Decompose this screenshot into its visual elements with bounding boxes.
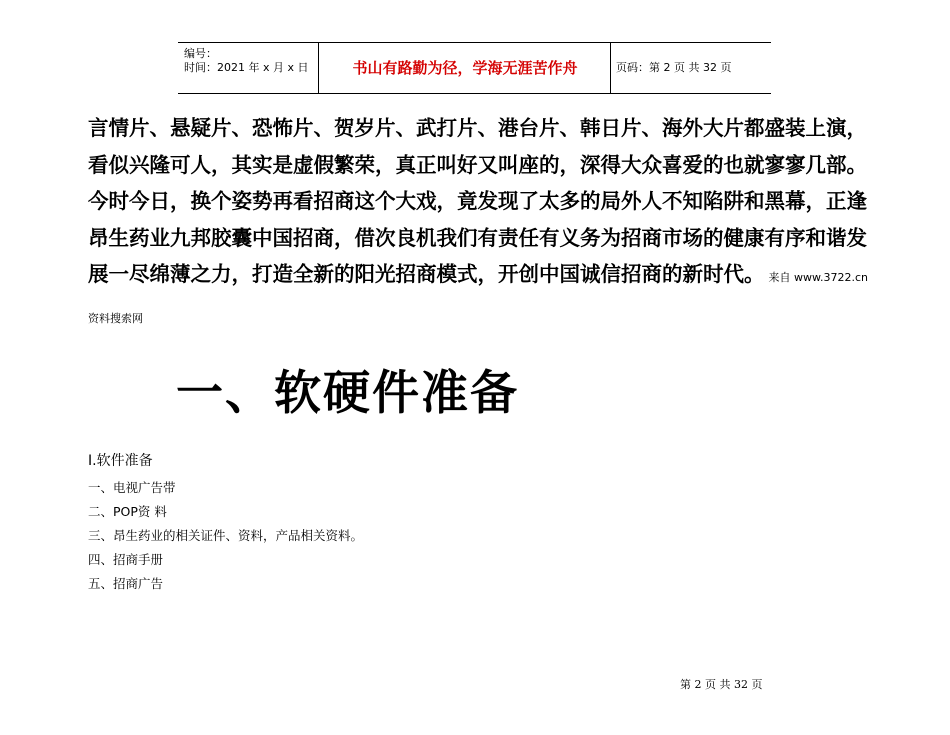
header-meta [184,47,309,75]
section-title: 一、软硬件准备 [176,366,519,421]
list-item: 五、招商广告 [88,576,164,591]
header-page-info: 页码：第 2 页 共 32 页 [616,61,732,74]
page-footer: 第 2 页 共 32 页 [680,678,763,691]
paragraph-text: 言情片、悬疑片、恐怖片、贺岁片、武打片、港台片、韩日片、海外大片都盛装上演，看似兴隆可人，其实是虚假繁荣，真正叫好又叫座的，深得大众喜爱的也就寥寥几部。今时今日，换个姿势再看招商这个大戏，竟发现了太多的局外人不知陷阱和黑幕，正逢昂生药业九邦胶囊中国招商，借次良机我们有责任有义务为招商市场的健康有序和谐发展一尽绵薄之力，打造全新的阳光招商模式，开创中国诚信招商的新时代。 [88,116,867,286]
header-divider [610,43,611,93]
body-paragraph [88,110,873,337]
header-divider [318,43,319,93]
page-header [178,42,771,94]
source-note: 来自 www.3722.cn资料搜索网 [88,271,868,325]
list-item: 四、招商手册 [88,552,164,567]
number-label: 编号： [184,47,217,60]
list-item: 三、昂生药业的相关证件、资料，产品相关资料。 [88,528,364,543]
header-motto: 书山有路勤为径，学海无涯苦作舟 [352,59,578,77]
section-subtitle: Ⅰ.软件准备 [88,453,153,469]
list-item: 一、电视广告带 [88,480,176,495]
time-label: 时间：2021 年 x 月 x 日 [184,61,309,74]
list-item: 二、POP资 料 [88,504,167,519]
